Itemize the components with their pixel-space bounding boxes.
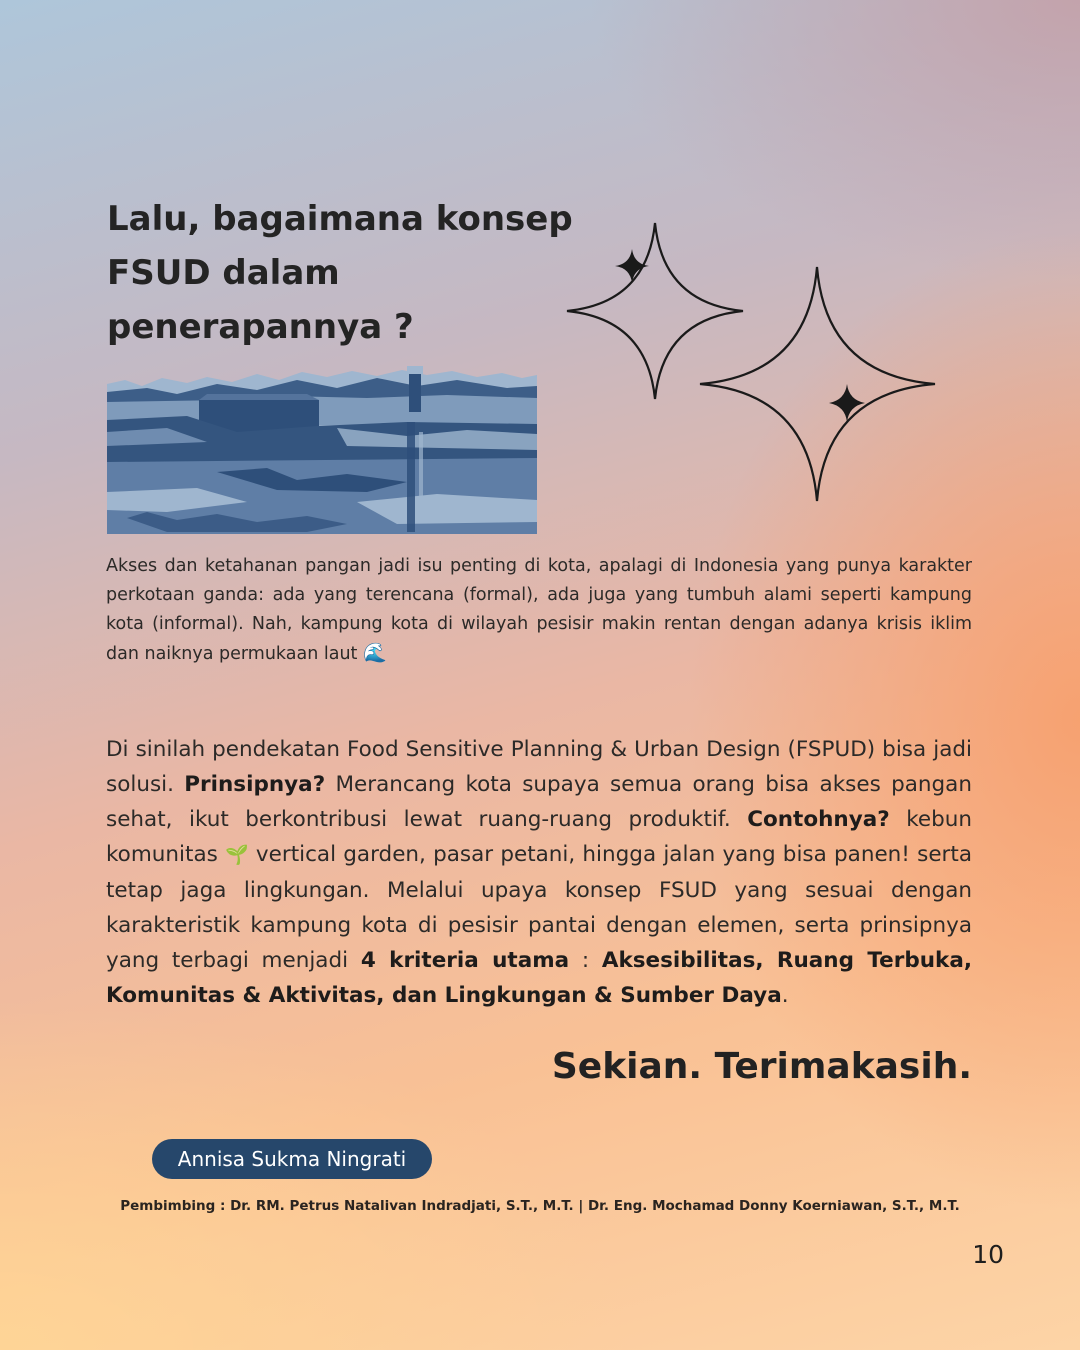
intro-text: Akses dan ketahanan pangan jadi isu penting di kota, apalagi di Indonesia yang punya karakter perkotaan ganda: ada yang terencana (formal), ada juga yang tumbuh alami seperti kampung kota (informal). Nah, kampung kota di wilayah pesisir makin rentan dengan adanya krisis iklim dan naiknya permukaan laut (106, 556, 972, 664)
author-name: Annisa Sukma Ningrati (177, 1147, 407, 1171)
main-text-6: . (781, 983, 789, 1008)
main-bold-criteria: 4 kriteria utama (360, 948, 570, 973)
large-sparkle-left (567, 223, 743, 399)
intro-paragraph (106, 552, 972, 669)
advisor-credit: Pembimbing : Dr. RM. Petrus Natalivan Indradjati, S.T., M.T. | Dr. Eng. Mochamad Donny Koerniawan, S.T., M.T. (120, 1198, 960, 1214)
main-text-3: kebun komunitas (106, 807, 972, 867)
seedling-icon: 🌱 (225, 844, 249, 866)
coastal-kampung-photo (107, 362, 537, 534)
page-number: 10 (972, 1240, 1004, 1269)
main-bold-criteria-list: Aksesibilitas, Ruang Terbuka, Komunitas & Aktivitas, dan Lingkungan & Sumber Daya (106, 948, 972, 1008)
page-title: Lalu, bagaimana konsep FSUD dalam penerapannya ? (107, 199, 573, 347)
main-text-1: Di sinilah pendekatan Food Sensitive Planning & Urban Design (FSPUD) bisa jadi solusi. (106, 737, 972, 797)
author-badge (152, 1139, 432, 1179)
large-sparkle-right (700, 267, 935, 501)
main-bold-example: Contohnya? (747, 807, 890, 832)
main-paragraph (106, 732, 972, 1013)
small-sparkle-top (615, 249, 649, 283)
main-text-5: : (581, 948, 590, 973)
sparkles-icon (560, 215, 950, 515)
main-text-4: vertical garden, pasar petani, hingga jalan yang bisa panen! serta tetap jaga lingkungan. Melalui upaya konsep FSUD yang sesuai dengan karakteristik kampung kota di pesisir pantai dengan elemen, serta prinsipnya yang terbagi menjadi (106, 842, 972, 973)
wave-icon: 🌊 (362, 642, 387, 664)
main-text-2: Merancang kota supaya semua orang bisa akses pangan sehat, ikut berkontribusi lewat ruang-ruang produktif. (106, 772, 972, 832)
main-bold-principle: Prinsipnya? (184, 772, 326, 797)
small-sparkle-bottom (829, 384, 865, 422)
closing-text: Sekian. Terimakasih. (551, 1046, 972, 1087)
